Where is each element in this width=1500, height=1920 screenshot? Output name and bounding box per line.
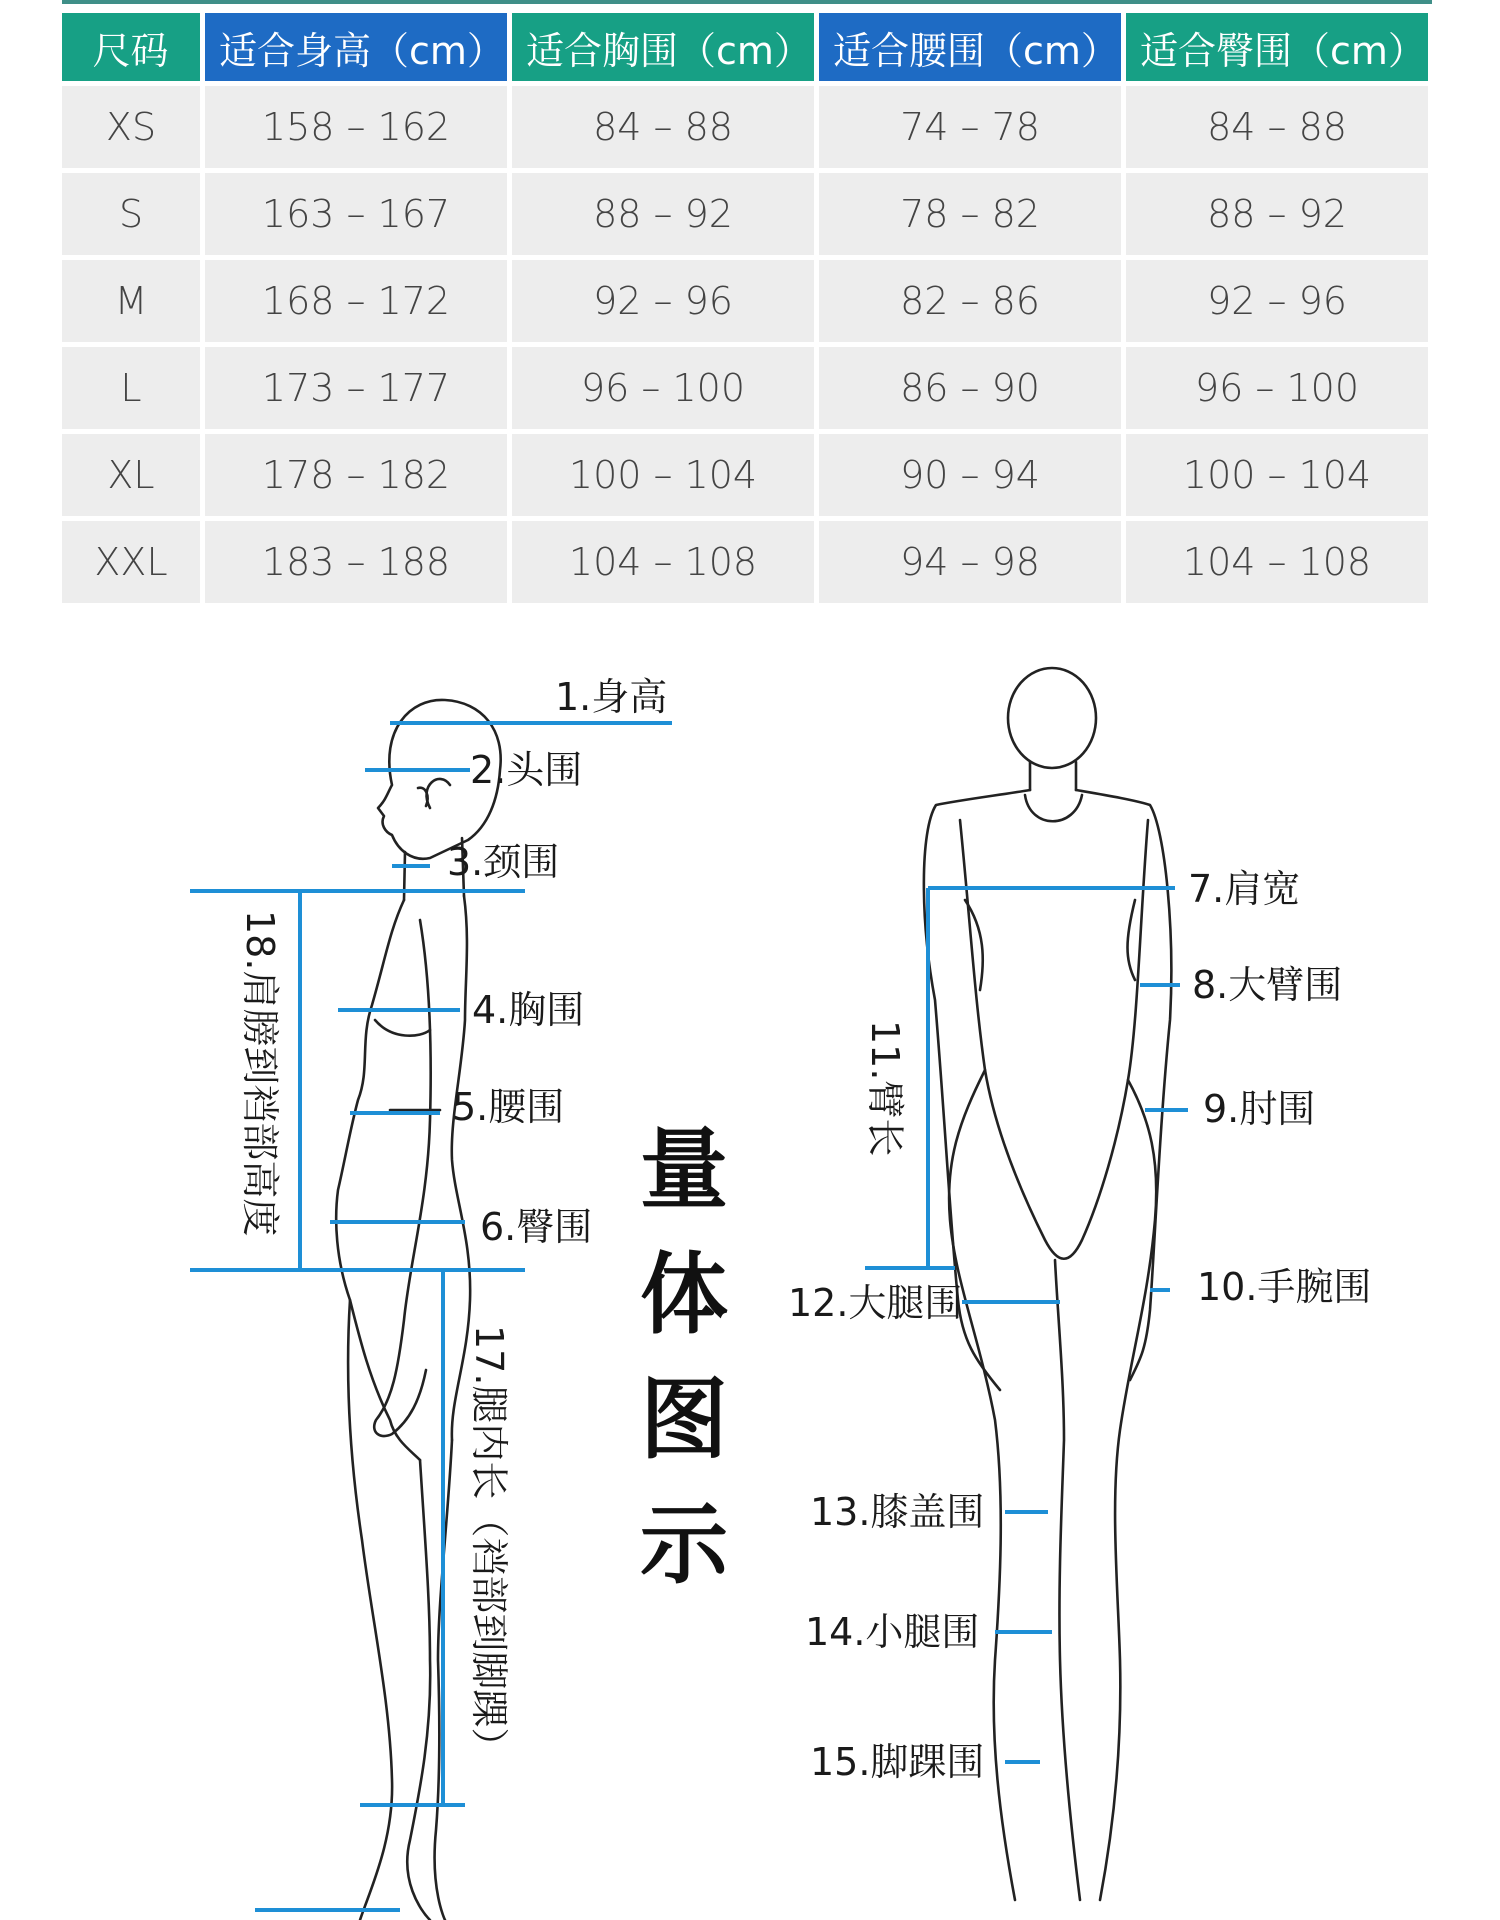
label-hip: 6.臀围 [480, 1205, 593, 1249]
table-cell: 168 – 172 [205, 260, 507, 342]
table-cell: 86 – 90 [819, 347, 1121, 429]
table-cell: XL [62, 434, 200, 516]
table-cell: XS [62, 86, 200, 168]
table-cell: 96 – 100 [512, 347, 814, 429]
label-neck: 3.颈围 [447, 840, 560, 884]
table-cell: 104 – 108 [512, 521, 814, 603]
size-chart-table [57, 8, 1433, 608]
diagram-title-text [640, 1117, 729, 1596]
label-head: 2.头围 [470, 748, 583, 792]
diagram-title-char: 图 [640, 1367, 729, 1471]
table-cell: 100 – 104 [512, 434, 814, 516]
label-shoulder-to-crotch: 18.肩膀到裆部高度 [238, 910, 282, 1237]
table-row [62, 260, 1428, 342]
label-calf: 14.小腿围 [805, 1610, 980, 1654]
table-cell: 163 – 167 [205, 173, 507, 255]
table-cell: 94 – 98 [819, 521, 1121, 603]
diagram-title-char: 体 [640, 1242, 729, 1346]
column-header-height: 适合身高（cm） [205, 13, 507, 81]
table-row [62, 347, 1428, 429]
label-arm-length: 11.臂长 [863, 1020, 907, 1157]
table-cell: 158 – 162 [205, 86, 507, 168]
label-elbow: 9.肘围 [1203, 1087, 1316, 1131]
label-chest: 4.胸围 [472, 988, 585, 1032]
column-header-chest: 适合胸围（cm） [512, 13, 814, 81]
table-header-row [62, 13, 1428, 81]
table-cell: 88 – 92 [512, 173, 814, 255]
table-cell: XXL [62, 521, 200, 603]
label-height: 1.身高 [555, 675, 668, 719]
table-cell: 104 – 108 [1126, 521, 1428, 603]
label-thigh: 12.大腿围 [788, 1281, 963, 1325]
table-cell: 90 – 94 [819, 434, 1121, 516]
diagram-title-char: 示 [640, 1492, 729, 1596]
label-upper-arm: 8.大臂围 [1192, 963, 1343, 1007]
table-cell: 92 – 96 [1126, 260, 1428, 342]
table-cell: 183 – 188 [205, 521, 507, 603]
table-cell: 88 – 92 [1126, 173, 1428, 255]
table-cell: 84 – 88 [512, 86, 814, 168]
column-header-waist: 适合腰围（cm） [819, 13, 1121, 81]
table-cell: 173 – 177 [205, 347, 507, 429]
table-cell: 78 – 82 [819, 173, 1121, 255]
table-row [62, 434, 1428, 516]
table-cell: 82 – 86 [819, 260, 1121, 342]
measurement-diagram [0, 600, 1500, 1920]
table-cell: L [62, 347, 200, 429]
table-row [62, 173, 1428, 255]
table-cell: 178 – 182 [205, 434, 507, 516]
diagram-title-char: 量 [640, 1117, 729, 1221]
table-cell: S [62, 173, 200, 255]
column-header-size: 尺码 [62, 13, 200, 81]
label-ankle: 15.脚踝围 [810, 1740, 985, 1784]
label-inseam: 17.腿内长（裆部到脚踝） [467, 1325, 511, 1766]
label-shoulder-width: 7.肩宽 [1188, 867, 1301, 911]
side-view-measure-lines [190, 723, 672, 1910]
diagram-title [640, 1117, 729, 1596]
top-rule [62, 0, 1432, 4]
column-header-hip: 适合臀围（cm） [1126, 13, 1428, 81]
table-cell: 92 – 96 [512, 260, 814, 342]
label-waist: 5.腰围 [452, 1085, 565, 1129]
table-cell: M [62, 260, 200, 342]
label-wrist: 10.手腕围 [1197, 1265, 1372, 1309]
table-cell: 84 – 88 [1126, 86, 1428, 168]
table-cell: 100 – 104 [1126, 434, 1428, 516]
table-cell: 96 – 100 [1126, 347, 1428, 429]
table-row [62, 86, 1428, 168]
table-cell: 74 – 78 [819, 86, 1121, 168]
label-knee: 13.膝盖围 [810, 1490, 985, 1534]
table-row [62, 521, 1428, 603]
table-body [62, 86, 1428, 603]
